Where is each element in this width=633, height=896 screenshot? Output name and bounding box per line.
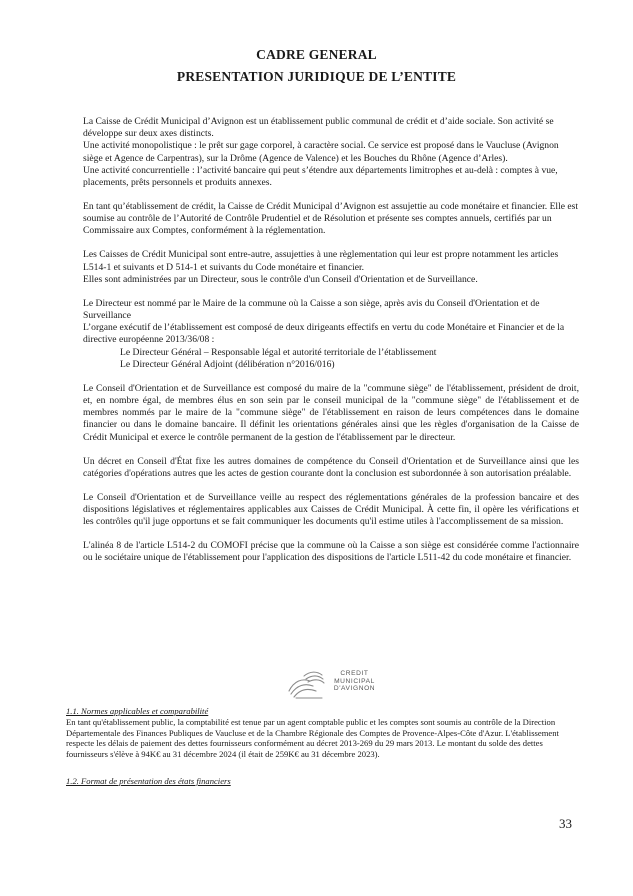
- paragraph-intro: La Caisse de Crédit Municipal d’Avignon est un établissement public communal de crédit et d’aide sociale. Son activité se développe sur deux axes distincts.: [83, 116, 554, 140]
- section-format: [66, 776, 580, 787]
- section-standards: [66, 706, 580, 760]
- logo-text-line2: MUNICIPAL: [334, 677, 375, 685]
- list-item-general-director: Le Directeur Général – Responsable légal et autorité territoriale de l’établissement: [120, 346, 437, 358]
- document-body: [83, 116, 579, 565]
- paragraph-comofi: L'alinéa 8 de l'article L514-2 du COMOFI précise que la commune où la Caisse a son siège est considérée comme l'actionnaire ou le sociétaire unique de l'établissement pour l'application des dispositions de l'article L511-42 du code monétaire et financier.: [83, 540, 579, 564]
- paragraph-monopoly-activity: Une activité monopolistique : le prêt sur gage corporel, à caractère social. Ce service est proposé dans le Vaucluse (Avignon siège et Agence de Carpentras), sur la Drôme (Agence de Valence) et les Bouches du Rhône (Agence d’Arles).: [83, 140, 559, 164]
- section-heading-format: 1.2. Format de présentation des états financiers: [66, 776, 231, 786]
- credit-municipal-logo: [286, 667, 382, 701]
- paragraph-administration: Elles sont administrées par un Directeur, sous le contrôle d'un Conseil d'Orientation et de Surveillance.: [83, 273, 478, 285]
- page-number: 33: [559, 816, 572, 831]
- paragraph-executive-body: L’organe exécutif de l’établissement est composé de deux dirigeants effectifs en vertu du code Monétaire et Financier et de la directive européenne 2013/36/08 :: [83, 322, 565, 346]
- paragraph-director-appointment: Le Directeur est nommé par le Maire de la commune où la Caisse a son siège, après avis du Conseil d'Orientation et de Surveillance: [83, 297, 540, 322]
- section-text-standards: En tant qu'établissement public, la comptabilité est tenue par un agent comptable public et les comptes sont soumis au contrôle de la Direction Départementale des Finances Publiques de Vaucluse et de la Chambre Régionale des Comptes de Provence-Alpes-Côte d'Azur. L'établissement respecte les délais de paiement des dettes fournisseurs conformément au décret 2013-269 du 29 mars 2013. Le montant du solde des dettes fournisseurs s'élève à 94K€ au 31 décembre 2024 (il était de 259K€ au 31 décembre 2023).: [66, 716, 559, 760]
- logo-emblem-icon: [286, 667, 328, 701]
- logo-wordmark: [327, 670, 382, 693]
- paragraph-regulation: Les Caisses de Crédit Municipal sont entre-autre, assujetties à une règlementation qui leur est propre notamment les articles L514-1 et suivants et D 514-1 et suivants du Code monétaire et financier.: [83, 249, 559, 273]
- page-title: CADRE GENERAL: [256, 47, 377, 62]
- paragraph-council-oversight: Le Conseil d'Orientation et de Surveillance veille au respect des réglementations générales de la profession bancaire et des dispositions législatives et réglementaires applicables aux Caisses de Crédit Municipal. À cette fin, il opère les vérifications et les contrôles qu'il juge opportuns et se fait communiquer les documents qu'il estime utiles à l'accomplissement de sa mission.: [83, 491, 579, 528]
- list-item-deputy-director: Le Directeur Général Adjoint (délibération n°2016/016): [120, 358, 335, 370]
- logo-text-line3: D'AVIGNON: [333, 685, 376, 693]
- page-subtitle: PRESENTATION JURIDIQUE DE L’ENTITE: [176, 69, 457, 84]
- paragraph-competitive-activity: Une activité concurrentielle : l’activité bancaire qui peut s’étendre aux départements limitrophes et au-delà : comptes à vue, placements, prêts personnels et produits annexes.: [83, 164, 558, 189]
- paragraph-state-decree: Un décret en Conseil d'État fixe les autres domaines de compétence du Conseil d'Orientation et de Surveillance ainsi que les catégories d'opérations autres que les actes de gestion courante dont la conclusion est subordonnée à son autorisation préalable.: [83, 455, 579, 479]
- section-heading-standards: 1.1. Normes applicables et comparabilité: [66, 706, 209, 716]
- paragraph-credit-institution: En tant qu’établissement de crédit, la Caisse de Crédit Municipal d’Avignon est assujettie au code monétaire et financier. Elle est soumise au contrôle de l’Autorité de Contrôle Prudentiel et de Résolution et présente ses comptes annuels, certifiés par un Commissaire aux Comptes, conformément à la réglementation.: [83, 201, 579, 237]
- logo-text-line1: CREDIT: [340, 670, 369, 677]
- paragraph-council-composition: Le Conseil d'Orientation et de Surveillance est composé du maire de la "commune siège" de l'établissement, président de droit, et, en nombre égal, de membres élus en son sein par le conseil municipal de la "commune siège" de l'établissement et de membres nommés par le maire de la "commune siège" de l'établissement en raison de leurs compétences dans le domaine financier ou dans le domaine bancaire. Il définit les orientations générales ainsi que les règles d'organisation de la Caisse de Crédit Municipal et exerce le contrôle permanent de la gestion de l'établissement par le directeur.: [83, 382, 579, 443]
